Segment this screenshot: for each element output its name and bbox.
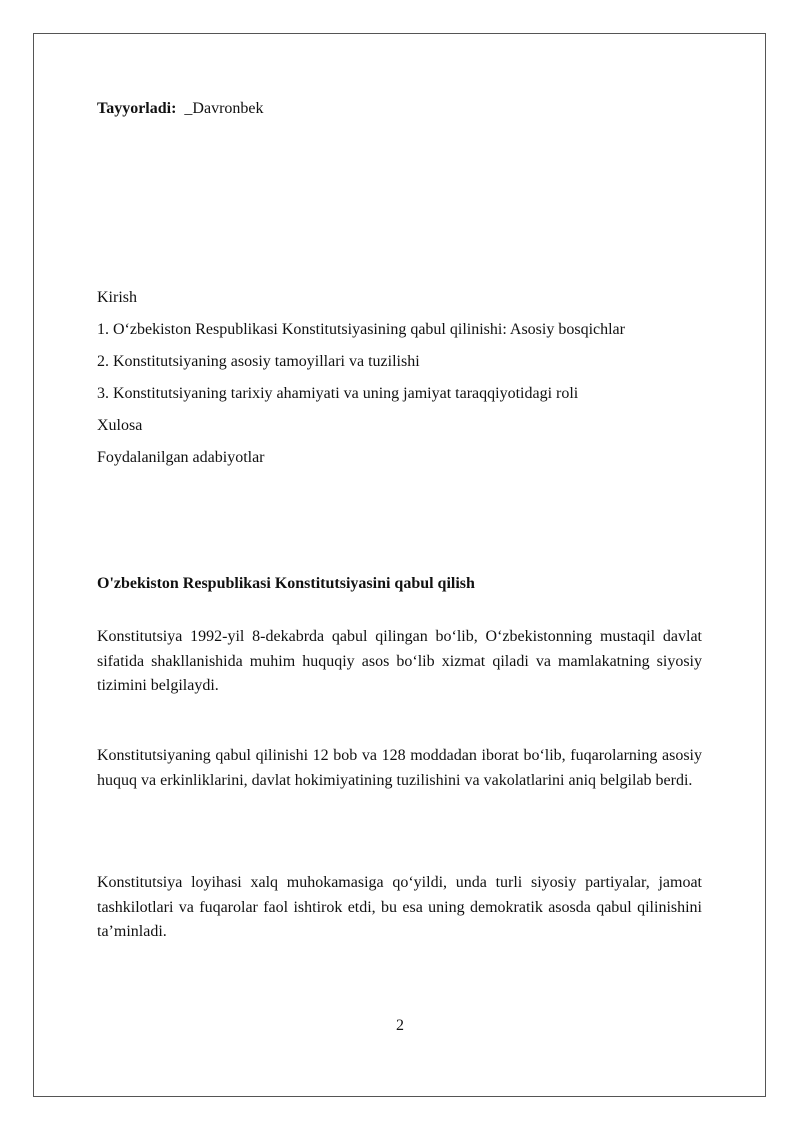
toc-item-3: 3. Konstitutsiyaning tarixiy ahamiyati va uning jamiyat taraqqiyotidagi roli (97, 385, 579, 402)
toc-item-2: 2. Konstitutsiyaning asosiy tamoyillari va tuzilishi (97, 353, 420, 370)
toc-item-conclusion: Xulosa (97, 417, 143, 434)
toc-item-intro: Kirish (97, 289, 137, 306)
paragraph: Konstitutsiyaning qabul qilinishi 12 bob va 128 moddadan iborat bo‘lib, fuqarolarning asosiy huquq va erkinliklarini, davlat hokimiyatining tuzilishini va vakolatlarini aniq belgilab berdi. (97, 747, 702, 789)
author-label: Tayyorladi: (97, 100, 177, 117)
paragraph: Konstitutsiya 1992-yil 8-dekabrda qabul qilingan bo‘lib, O‘zbekistonning mustaqil davlat sifatida shakllanishida muhim huquqiy asos bo‘lib xizmat qiladi va mamlakatning siyosiy tizimini belgilaydi. (97, 628, 702, 694)
author-name: _ Davronbek (184, 100, 263, 117)
author-line (97, 99, 702, 119)
paragraph: Konstitutsiya loyihasi xalq muhokamasiga qo‘yildi, unda turli siyosiy partiyalar, jamoat tashkilotlari va fuqarolar faol ishtirok etdi, bu esa uning demokratik asosda qabul qilinishini ta’minladi. (97, 874, 702, 940)
table-of-contents (97, 282, 702, 474)
toc-item-1: 1. O‘zbekiston Respublikasi Konstitutsiyasining qabul qilinishi: Asosiy bosqichlar (97, 321, 625, 338)
section-title: O'zbekiston Respublikasi Konstitutsiyasini qabul qilish (97, 575, 475, 592)
page-number: 2 (396, 1017, 404, 1034)
toc-item-references: Foydalanilgan adabiyotlar (97, 449, 265, 466)
